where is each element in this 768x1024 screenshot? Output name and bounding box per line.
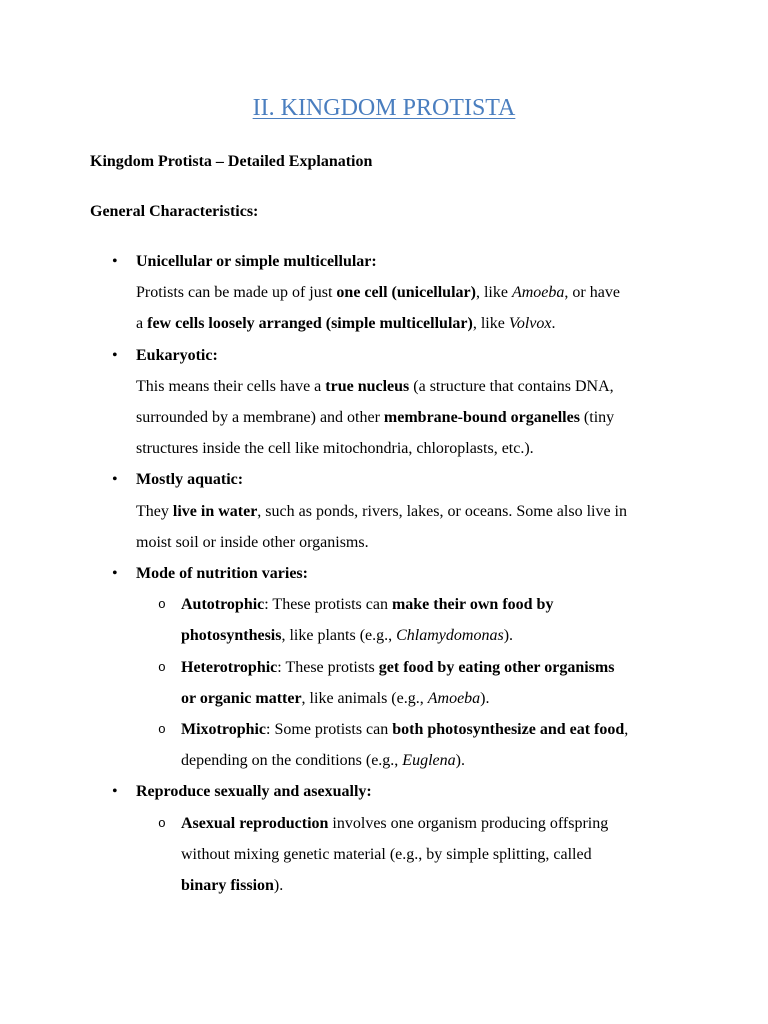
text-segment: (a structure that contains DNA,: [409, 377, 614, 395]
item-heading: Mostly aquatic:: [136, 471, 244, 489]
text-segment: ).: [503, 627, 514, 645]
bold-term: membrane-bound organelles: [383, 409, 580, 427]
bold-term: photosynthesis: [181, 627, 282, 645]
bold-term: binary fission: [181, 877, 274, 895]
bullet-marker: •: [112, 346, 118, 364]
list-item-unicellular: [90, 246, 710, 340]
bold-term: get food by eating other organisms: [378, 658, 615, 676]
item-heading: Mode of nutrition varies:: [136, 565, 308, 583]
organism-name: Amoeba: [427, 689, 481, 707]
item-heading: Reproduce sexually and asexually:: [136, 783, 372, 801]
organism-name: Chlamydomonas: [396, 627, 504, 645]
sub-bullet-marker: o: [158, 597, 166, 613]
list-item-nutrition: [90, 558, 710, 776]
bullet-marker: •: [112, 565, 118, 583]
item-body: [136, 496, 710, 558]
bold-term: both photosynthesize and eat food: [392, 721, 625, 739]
reproduction-sublist: [136, 808, 710, 902]
text-segment: , or have: [564, 284, 620, 302]
text-segment: ).: [480, 689, 490, 707]
text-segment: , like plants (e.g.,: [281, 627, 397, 645]
text-segment: , like: [472, 315, 509, 333]
text-segment: surrounded by a membrane) and other: [136, 409, 384, 427]
item-body: [181, 808, 710, 902]
text-segment: , like animals (e.g.,: [301, 689, 428, 707]
sub-bullet-marker: o: [158, 659, 166, 675]
text-segment: (tiny: [579, 409, 615, 427]
text-segment: Protists can be made up of just: [136, 284, 337, 302]
list-item-aquatic: [90, 464, 710, 558]
item-heading: Unicellular or simple multicellular:: [136, 253, 377, 270]
sub-list-item-asexual: [136, 808, 710, 902]
nutrition-sublist: [136, 589, 710, 776]
sub-list-item-autotrophic: [136, 589, 710, 651]
bold-term: Asexual reproduction: [181, 814, 329, 832]
bold-term: Autotrophic: [181, 596, 265, 614]
text-segment: a: [136, 315, 148, 333]
text-segment: : These protists: [277, 658, 379, 676]
organism-name: Euglena: [402, 752, 456, 770]
organism-name: Volvox: [508, 315, 552, 333]
page-title: II. KINGDOM PROTISTA: [252, 95, 516, 121]
text-segment: , such as ponds, rivers, lakes, or oceans. Some also live in: [257, 502, 627, 520]
bullet-marker: •: [112, 471, 118, 489]
sub-list-item-heterotrophic: [136, 652, 710, 714]
section-heading: General Characteristics:: [90, 203, 259, 220]
text-segment: .: [551, 315, 556, 333]
item-body: [136, 277, 710, 339]
characteristics-list: [90, 246, 710, 901]
text-segment: depending on the conditions (e.g.,: [181, 752, 403, 770]
item-body: [181, 652, 710, 714]
sub-bullet-marker: o: [158, 815, 166, 831]
text-segment: ,: [624, 721, 629, 739]
bold-term: true nucleus: [325, 377, 410, 395]
bullet-marker: •: [112, 783, 118, 801]
item-heading: Eukaryotic:: [136, 346, 218, 364]
text-segment: structures inside the cell like mitochondria, chloroplasts, etc.).: [136, 440, 534, 458]
bold-term: make their own food by: [391, 596, 554, 614]
organism-name: Amoeba: [511, 284, 565, 302]
item-body: [136, 371, 710, 465]
list-item-eukaryotic: [90, 340, 710, 465]
bullet-marker: •: [112, 253, 118, 270]
text-segment: , like: [475, 284, 512, 302]
item-body: [181, 714, 710, 776]
sub-bullet-marker: o: [158, 722, 166, 738]
text-segment: : Some protists can: [266, 721, 393, 739]
bold-term: Heterotrophic: [181, 658, 278, 676]
item-body: [181, 589, 710, 651]
text-segment: ).: [455, 752, 465, 770]
list-item-reproduction: [90, 776, 710, 901]
bold-term: few cells loosely arranged (simple multicellular): [147, 315, 473, 333]
text-segment: moist soil or inside other organisms.: [136, 533, 369, 551]
bold-term: Mixotrophic: [181, 721, 267, 739]
bold-term: live in water: [172, 502, 258, 520]
text-segment: This means their cells have a: [136, 377, 326, 395]
document-subtitle: Kingdom Protista – Detailed Explanation: [90, 153, 373, 170]
bold-term: or organic matter: [181, 689, 302, 707]
text-segment: without mixing genetic material (e.g., by simple splitting, called: [181, 845, 592, 863]
text-segment: : These protists can: [264, 596, 392, 614]
sub-list-item-mixotrophic: [136, 714, 710, 776]
bold-term: one cell (unicellular): [336, 284, 476, 302]
text-segment: ).: [273, 877, 284, 895]
text-segment: involves one organism producing offspring: [328, 814, 609, 832]
text-segment: They: [136, 502, 173, 520]
document-body: [90, 146, 710, 901]
